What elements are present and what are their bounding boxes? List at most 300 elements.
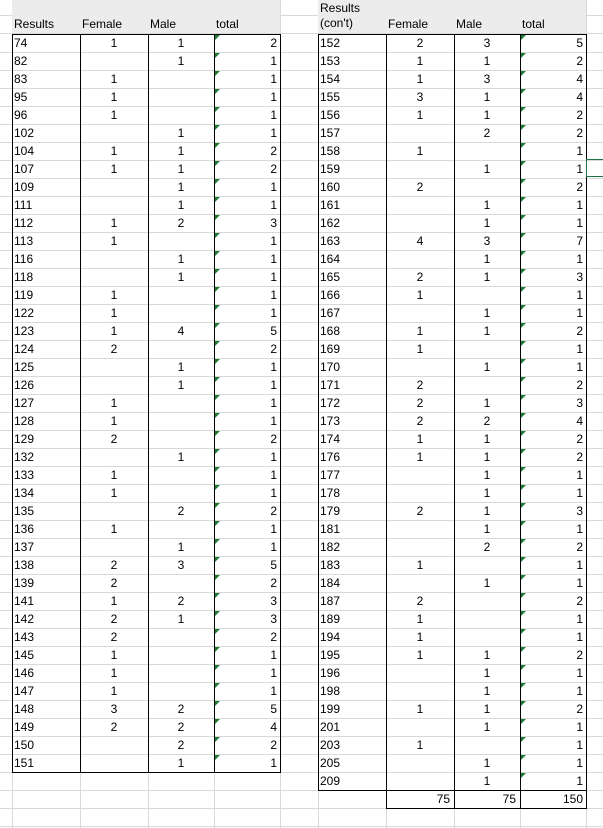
left-cell-male[interactable]	[149, 430, 213, 448]
left-cell-total[interactable]: 1	[270, 198, 277, 212]
right-cell-male[interactable]: 1	[483, 396, 491, 410]
right-cell-female[interactable]: 1	[416, 432, 424, 446]
left-cell-female[interactable]: 1	[110, 90, 118, 104]
left-header-female[interactable]: Female	[82, 17, 123, 31]
left-cell-total[interactable]: 1	[270, 108, 277, 122]
left-cell-female[interactable]: 3	[110, 702, 118, 716]
left-cell-female[interactable]: 2	[110, 558, 118, 572]
right-cell-female[interactable]: 2	[416, 594, 424, 608]
right-cell-total[interactable]: 2	[576, 432, 583, 446]
right-cell-female[interactable]: 2	[416, 36, 424, 50]
left-cell-results[interactable]: 150	[14, 738, 35, 752]
left-cell-male[interactable]: 1	[177, 126, 185, 140]
right-cell-female[interactable]: 1	[416, 144, 424, 158]
left-cell-results[interactable]: 145	[14, 648, 35, 662]
right-cell-female[interactable]: 1	[416, 288, 424, 302]
left-cell-male[interactable]: 1	[177, 198, 185, 212]
left-cell-female[interactable]	[81, 196, 147, 214]
right-cell-male[interactable]: 2	[483, 414, 491, 428]
right-header-female[interactable]: Female	[388, 17, 429, 31]
left-cell-female[interactable]	[81, 124, 147, 142]
left-cell-female[interactable]	[81, 268, 147, 286]
right-cell-female[interactable]	[387, 484, 453, 502]
left-cell-female[interactable]: 1	[110, 108, 118, 122]
right-cell-male[interactable]: 1	[483, 486, 491, 500]
right-cell-total[interactable]: 1	[576, 288, 583, 302]
right-cell-male[interactable]: 1	[483, 198, 491, 212]
right-cell-results[interactable]: 155	[320, 90, 341, 104]
left-cell-male[interactable]: 2	[177, 216, 185, 230]
right-cell-male[interactable]: 2	[483, 126, 491, 140]
left-cell-results[interactable]: 116	[14, 252, 34, 266]
left-cell-total[interactable]: 1	[270, 288, 277, 302]
right-cell-female[interactable]: 3	[416, 90, 424, 104]
right-cell-female[interactable]	[387, 304, 453, 322]
right-cell-male[interactable]: 1	[483, 468, 491, 482]
left-cell-female[interactable]	[81, 736, 147, 754]
left-cell-male[interactable]: 4	[177, 324, 185, 338]
right-cell-female[interactable]: 1	[416, 702, 424, 716]
right-cell-female[interactable]: 1	[416, 450, 424, 464]
left-cell-male[interactable]: 1	[177, 54, 185, 68]
left-cell-results[interactable]: 148	[14, 702, 35, 716]
left-cell-male[interactable]	[149, 682, 213, 700]
left-cell-male[interactable]	[149, 466, 213, 484]
right-cell-results[interactable]: 163	[320, 234, 341, 248]
right-cell-male[interactable]	[455, 628, 519, 646]
right-cell-total[interactable]: 1	[576, 684, 583, 698]
right-cell-results[interactable]: 162	[320, 216, 341, 230]
left-cell-results[interactable]: 124	[14, 342, 35, 356]
right-cell-female[interactable]	[387, 754, 453, 772]
left-cell-female[interactable]: 1	[110, 288, 118, 302]
left-cell-results[interactable]: 82	[14, 54, 28, 68]
left-cell-results[interactable]: 112	[14, 216, 34, 230]
right-cell-results[interactable]: 172	[320, 396, 341, 410]
right-cell-female[interactable]	[387, 214, 453, 232]
left-cell-female[interactable]: 1	[110, 594, 118, 608]
right-cell-total[interactable]: 2	[576, 378, 583, 392]
right-cell-female[interactable]: 2	[416, 396, 424, 410]
right-cell-total[interactable]: 1	[576, 756, 583, 770]
right-cell-total[interactable]: 1	[576, 612, 583, 626]
right-cell-total[interactable]: 2	[576, 594, 583, 608]
left-cell-female[interactable]: 2	[110, 720, 118, 734]
right-cell-results[interactable]: 177	[320, 468, 341, 482]
right-cell-male[interactable]: 1	[483, 684, 491, 698]
left-cell-results[interactable]: 146	[14, 666, 35, 680]
right-cell-total[interactable]: 1	[576, 360, 583, 374]
right-cell-female[interactable]	[387, 682, 453, 700]
left-cell-results[interactable]: 123	[14, 324, 35, 338]
left-cell-results[interactable]: 111	[14, 198, 33, 212]
right-cell-results[interactable]: 156	[320, 108, 341, 122]
right-cell-female[interactable]	[387, 250, 453, 268]
left-cell-results[interactable]: 143	[14, 630, 35, 644]
left-cell-results[interactable]: 134	[14, 486, 35, 500]
right-cell-results[interactable]: 176	[320, 450, 341, 464]
right-cell-total[interactable]: 1	[576, 468, 583, 482]
left-cell-total[interactable]: 1	[270, 684, 277, 698]
left-cell-female[interactable]: 2	[110, 612, 118, 626]
left-cell-total[interactable]: 5	[270, 558, 277, 572]
left-cell-male[interactable]: 3	[177, 558, 185, 572]
left-cell-male[interactable]: 1	[177, 36, 185, 50]
left-cell-male[interactable]	[149, 394, 213, 412]
left-cell-total[interactable]: 4	[270, 720, 277, 734]
left-cell-total[interactable]: 2	[270, 738, 277, 752]
right-cell-female[interactable]: 1	[416, 612, 424, 626]
right-cell-results[interactable]: 183	[320, 558, 341, 572]
left-cell-total[interactable]: 1	[270, 522, 277, 536]
left-cell-female[interactable]	[81, 754, 147, 772]
right-cell-results[interactable]: 189	[320, 612, 341, 626]
right-cell-results[interactable]: 195	[320, 648, 341, 662]
left-cell-total[interactable]: 1	[270, 90, 277, 104]
right-cell-male[interactable]: 1	[483, 702, 491, 716]
left-cell-results[interactable]: 113	[14, 234, 34, 248]
right-cell-results[interactable]: 157	[320, 126, 341, 140]
right-cell-total[interactable]: 1	[576, 720, 583, 734]
left-cell-female[interactable]	[81, 52, 147, 70]
right-cell-male[interactable]: 1	[483, 270, 491, 284]
right-cell-total[interactable]: 2	[576, 126, 583, 140]
left-cell-total[interactable]: 2	[270, 36, 277, 50]
left-cell-male[interactable]	[149, 664, 213, 682]
right-cell-results[interactable]: 184	[320, 576, 341, 590]
right-cell-male[interactable]	[455, 178, 519, 196]
left-cell-male[interactable]	[149, 70, 213, 88]
left-cell-female[interactable]: 1	[110, 486, 118, 500]
right-cell-female[interactable]	[387, 358, 453, 376]
right-cell-total[interactable]: 4	[576, 90, 583, 104]
right-cell-female[interactable]	[387, 196, 453, 214]
right-cell-results[interactable]: 158	[320, 144, 341, 158]
left-cell-total[interactable]: 2	[270, 144, 277, 158]
right-cell-total[interactable]: 4	[576, 414, 583, 428]
right-cell-female[interactable]: 1	[416, 648, 424, 662]
right-cell-female[interactable]	[387, 772, 453, 790]
right-cell-female[interactable]	[387, 718, 453, 736]
right-cell-female[interactable]	[387, 466, 453, 484]
right-cell-female[interactable]: 1	[416, 72, 424, 86]
right-cell-female[interactable]: 2	[416, 414, 424, 428]
left-cell-male[interactable]	[149, 286, 213, 304]
right-cell-female[interactable]	[387, 538, 453, 556]
left-cell-male[interactable]	[149, 88, 213, 106]
left-cell-total[interactable]: 1	[270, 540, 277, 554]
left-cell-female[interactable]: 1	[110, 324, 118, 338]
right-cell-male[interactable]	[455, 376, 519, 394]
right-header-results[interactable]	[319, 0, 385, 32]
right-cell-female[interactable]: 2	[416, 378, 424, 392]
left-header-male[interactable]: Male	[150, 17, 177, 31]
left-cell-total[interactable]: 1	[270, 306, 277, 320]
left-cell-results[interactable]: 109	[14, 180, 35, 194]
right-cell-female[interactable]: 2	[416, 270, 424, 284]
left-cell-female[interactable]: 1	[110, 684, 118, 698]
left-cell-total[interactable]: 3	[270, 612, 277, 626]
right-cell-male[interactable]: 1	[483, 306, 491, 320]
left-cell-total[interactable]: 2	[270, 432, 277, 446]
right-cell-total[interactable]: 4	[576, 72, 583, 86]
right-cell-female[interactable]: 2	[416, 504, 424, 518]
right-cell-results[interactable]: 170	[320, 360, 341, 374]
right-cell-total[interactable]: 2	[576, 180, 583, 194]
right-cell-total[interactable]: 1	[576, 216, 583, 230]
left-cell-female[interactable]: 1	[110, 144, 118, 158]
right-cell-male[interactable]: 1	[483, 450, 491, 464]
right-cell-results[interactable]: 205	[320, 756, 341, 770]
right-cell-total[interactable]: 1	[576, 198, 583, 212]
right-cell-total[interactable]: 1	[576, 558, 583, 572]
left-cell-female[interactable]	[81, 250, 147, 268]
right-cell-male[interactable]: 1	[483, 756, 491, 770]
right-cell-results[interactable]: 196	[320, 666, 341, 680]
left-cell-female[interactable]: 1	[110, 468, 118, 482]
left-cell-male[interactable]: 1	[177, 252, 185, 266]
right-cell-total[interactable]: 1	[576, 162, 583, 176]
right-cell-total[interactable]: 1	[576, 252, 583, 266]
left-cell-female[interactable]: 1	[110, 522, 118, 536]
left-cell-female[interactable]: 1	[110, 648, 118, 662]
right-cell-total[interactable]: 1	[576, 774, 583, 788]
right-cell-male[interactable]	[455, 610, 519, 628]
right-cell-male[interactable]: 1	[483, 54, 491, 68]
left-cell-total[interactable]: 5	[270, 324, 277, 338]
left-cell-results[interactable]: 141	[14, 594, 35, 608]
left-cell-male[interactable]	[149, 520, 213, 538]
left-cell-total[interactable]: 2	[270, 576, 277, 590]
left-cell-female[interactable]: 2	[110, 576, 118, 590]
right-cell-results[interactable]: 181	[320, 522, 341, 536]
left-cell-male[interactable]	[149, 106, 213, 124]
left-cell-male[interactable]: 1	[177, 756, 185, 770]
right-cell-total[interactable]: 2	[576, 702, 583, 716]
right-cell-results[interactable]: 159	[320, 162, 341, 176]
right-cell-female[interactable]	[387, 124, 453, 142]
right-cell-total[interactable]: 1	[576, 738, 583, 752]
left-cell-results[interactable]: 122	[14, 306, 35, 320]
right-cell-results[interactable]: 171	[320, 378, 341, 392]
right-cell-male[interactable]	[455, 592, 519, 610]
left-cell-results[interactable]: 125	[14, 360, 35, 374]
left-cell-total[interactable]: 1	[270, 360, 277, 374]
left-cell-results[interactable]: 102	[14, 126, 35, 140]
right-cell-total[interactable]: 1	[576, 576, 583, 590]
right-cell-female[interactable]	[387, 520, 453, 538]
right-cell-results[interactable]: 152	[320, 36, 341, 50]
left-cell-male[interactable]: 2	[177, 720, 185, 734]
right-cell-female[interactable]: 1	[416, 738, 424, 752]
right-cell-total[interactable]: 3	[576, 396, 583, 410]
left-cell-male[interactable]	[149, 340, 213, 358]
right-cell-female[interactable]: 1	[416, 54, 424, 68]
right-cell-male[interactable]: 1	[483, 432, 491, 446]
right-cell-total[interactable]: 2	[576, 648, 583, 662]
right-cell-results[interactable]: 153	[320, 54, 341, 68]
right-cell-total[interactable]: 1	[576, 342, 583, 356]
left-cell-total[interactable]: 1	[270, 54, 277, 68]
left-cell-total[interactable]: 2	[270, 630, 277, 644]
right-cell-total[interactable]: 3	[576, 504, 583, 518]
right-header-total[interactable]: total	[522, 17, 545, 31]
left-cell-male[interactable]: 2	[177, 702, 185, 716]
right-cell-male[interactable]: 1	[483, 360, 491, 374]
right-cell-male[interactable]: 3	[483, 36, 491, 50]
left-cell-female[interactable]: 1	[110, 306, 118, 320]
right-cell-results[interactable]: 154	[320, 72, 341, 86]
right-cell-female[interactable]: 1	[416, 630, 424, 644]
right-cell-male[interactable]: 1	[483, 90, 491, 104]
right-cell-results[interactable]: 198	[320, 684, 341, 698]
left-cell-total[interactable]: 1	[270, 396, 277, 410]
right-cell-male[interactable]: 1	[483, 720, 491, 734]
left-cell-female[interactable]	[81, 376, 147, 394]
right-cell-total[interactable]: 1	[576, 486, 583, 500]
right-cell-total[interactable]: 1	[576, 522, 583, 536]
left-cell-total[interactable]: 1	[270, 648, 277, 662]
left-cell-male[interactable]	[149, 628, 213, 646]
right-cell-female[interactable]: 1	[416, 108, 424, 122]
left-cell-male[interactable]: 2	[177, 594, 185, 608]
right-cell-male[interactable]	[455, 736, 519, 754]
left-cell-results[interactable]: 129	[14, 432, 35, 446]
right-cell-results[interactable]: 173	[320, 414, 341, 428]
left-header-results[interactable]: Results	[14, 17, 55, 31]
right-cell-male[interactable]	[455, 286, 519, 304]
left-cell-results[interactable]: 95	[14, 90, 28, 104]
left-cell-total[interactable]: 3	[270, 594, 277, 608]
left-cell-female[interactable]	[81, 448, 147, 466]
left-cell-male[interactable]: 1	[177, 162, 185, 176]
right-cell-results[interactable]: 187	[320, 594, 341, 608]
left-cell-male[interactable]: 1	[177, 612, 185, 626]
left-cell-female[interactable]: 1	[110, 234, 118, 248]
left-cell-results[interactable]: 149	[14, 720, 35, 734]
right-cell-results[interactable]: 167	[320, 306, 341, 320]
right-cell-total[interactable]: 5	[576, 36, 583, 50]
left-cell-female[interactable]: 1	[110, 36, 118, 50]
right-cell-results[interactable]: 174	[320, 432, 341, 446]
left-cell-results[interactable]: 132	[14, 450, 35, 464]
right-cell-female[interactable]	[387, 160, 453, 178]
right-cell-results[interactable]: 169	[320, 342, 341, 356]
left-cell-total[interactable]: 1	[270, 234, 277, 248]
right-cell-male[interactable]: 1	[483, 504, 491, 518]
left-cell-male[interactable]: 1	[177, 540, 185, 554]
right-cell-total[interactable]: 1	[576, 306, 583, 320]
right-cell-male[interactable]: 1	[483, 648, 491, 662]
right-cell-results[interactable]: 165	[320, 270, 341, 284]
right-total-male[interactable]: 75	[502, 792, 516, 806]
right-cell-total[interactable]: 7	[576, 234, 583, 248]
right-cell-male[interactable]	[455, 142, 519, 160]
left-cell-total[interactable]: 1	[270, 666, 277, 680]
right-cell-results[interactable]: 209	[320, 774, 341, 788]
left-cell-male[interactable]: 1	[177, 450, 185, 464]
left-cell-female[interactable]: 1	[110, 216, 118, 230]
left-cell-female[interactable]: 1	[110, 414, 118, 428]
left-cell-male[interactable]	[149, 484, 213, 502]
left-cell-total[interactable]: 1	[270, 756, 277, 770]
left-cell-female[interactable]	[81, 358, 147, 376]
right-cell-male[interactable]	[455, 340, 519, 358]
right-cell-female[interactable]: 1	[416, 342, 424, 356]
right-total-total[interactable]: 150	[562, 792, 583, 806]
left-cell-total[interactable]: 1	[270, 414, 277, 428]
left-cell-results[interactable]: 147	[14, 684, 35, 698]
right-cell-results[interactable]: 164	[320, 252, 341, 266]
right-cell-results[interactable]: 166	[320, 288, 341, 302]
right-cell-results[interactable]: 161	[320, 198, 341, 212]
right-cell-female[interactable]: 2	[416, 180, 424, 194]
left-cell-results[interactable]: 104	[14, 144, 35, 158]
right-cell-male[interactable]: 3	[483, 234, 491, 248]
right-total-female[interactable]: 75	[436, 792, 450, 806]
left-cell-female[interactable]: 1	[110, 396, 118, 410]
left-cell-female[interactable]: 1	[110, 162, 118, 176]
left-cell-total[interactable]: 1	[270, 180, 277, 194]
right-cell-results[interactable]: 201	[320, 720, 341, 734]
right-cell-male[interactable]: 3	[483, 72, 491, 86]
left-cell-total[interactable]: 2	[270, 504, 277, 518]
right-cell-results[interactable]: 179	[320, 504, 341, 518]
left-cell-results[interactable]: 138	[14, 558, 35, 572]
left-cell-total[interactable]: 1	[270, 252, 277, 266]
right-cell-male[interactable]: 1	[483, 774, 491, 788]
left-cell-female[interactable]: 1	[110, 666, 118, 680]
right-cell-male[interactable]: 1	[483, 324, 491, 338]
left-cell-total[interactable]: 1	[270, 468, 277, 482]
left-cell-male[interactable]	[149, 232, 213, 250]
left-cell-female[interactable]	[81, 538, 147, 556]
left-cell-male[interactable]: 1	[177, 360, 185, 374]
right-cell-total[interactable]: 2	[576, 324, 583, 338]
left-cell-results[interactable]: 74	[14, 36, 28, 50]
left-cell-results[interactable]: 133	[14, 468, 35, 482]
left-cell-total[interactable]: 2	[270, 162, 277, 176]
left-cell-male[interactable]: 1	[177, 144, 185, 158]
left-cell-results[interactable]: 127	[14, 396, 35, 410]
right-cell-male[interactable]: 1	[483, 216, 491, 230]
left-cell-male[interactable]: 2	[177, 738, 185, 752]
left-cell-results[interactable]: 118	[14, 270, 34, 284]
right-cell-results[interactable]: 182	[320, 540, 341, 554]
left-cell-total[interactable]: 3	[270, 216, 277, 230]
right-cell-total[interactable]: 2	[576, 108, 583, 122]
right-cell-results[interactable]: 168	[320, 324, 341, 338]
left-cell-total[interactable]: 1	[270, 270, 277, 284]
right-cell-female[interactable]	[387, 664, 453, 682]
left-cell-male[interactable]	[149, 304, 213, 322]
right-cell-total[interactable]: 2	[576, 54, 583, 68]
left-cell-female[interactable]: 2	[110, 630, 118, 644]
left-cell-male[interactable]	[149, 574, 213, 592]
right-cell-total[interactable]: 1	[576, 630, 583, 644]
left-cell-male[interactable]	[149, 646, 213, 664]
right-cell-male[interactable]: 1	[483, 108, 491, 122]
right-cell-male[interactable]: 1	[483, 576, 491, 590]
left-cell-results[interactable]: 137	[14, 540, 35, 554]
left-cell-female[interactable]	[81, 178, 147, 196]
right-cell-female[interactable]: 1	[416, 558, 424, 572]
left-cell-results[interactable]: 119	[14, 288, 34, 302]
left-cell-total[interactable]: 2	[270, 342, 277, 356]
right-cell-total[interactable]: 2	[576, 540, 583, 554]
right-cell-results[interactable]: 160	[320, 180, 341, 194]
left-cell-total[interactable]: 1	[270, 72, 277, 86]
